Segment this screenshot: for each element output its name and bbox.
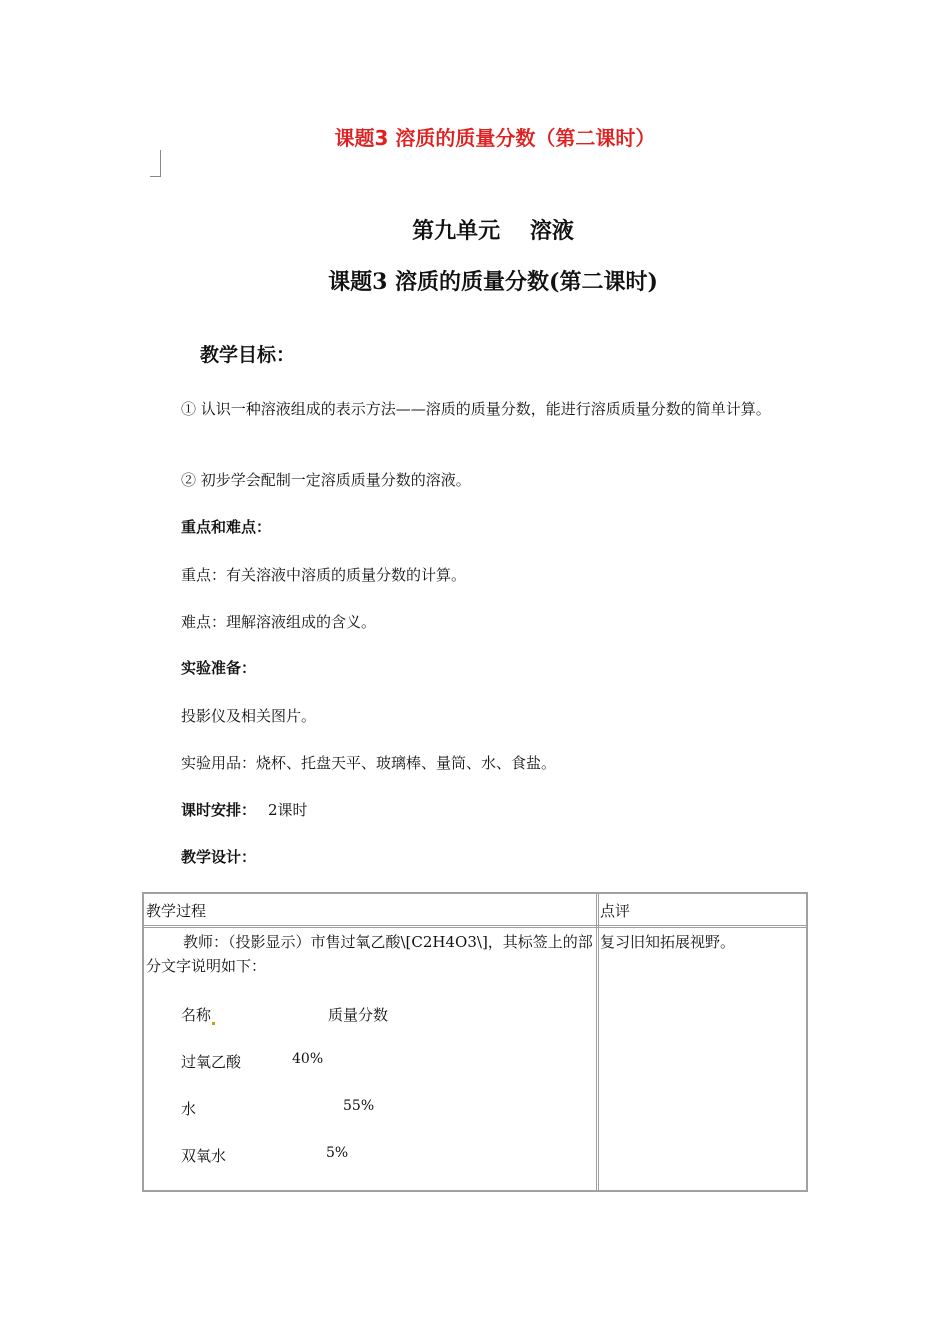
composition-row-fraction: 40%	[292, 1051, 324, 1067]
composition-header-fraction: 质量分数	[328, 1006, 389, 1024]
difficulty-text: 难点：理解溶液组成的含义。	[181, 613, 377, 631]
schedule-heading: 课时安排：	[181, 801, 257, 819]
composition-header-name: 名称	[181, 1004, 215, 1025]
marker-dot	[212, 1022, 215, 1025]
comment-text: 复习旧知拓展视野。	[600, 933, 736, 951]
lesson-title: 课题3 溶质的质量分数(第二课时)	[328, 269, 658, 295]
composition-row-fraction: 55%	[343, 1098, 375, 1114]
teaching-goals-heading: 教学目标：	[200, 344, 296, 366]
schedule-line	[181, 799, 308, 820]
process-cell	[146, 930, 596, 978]
unit-title: 第九单元 溶液	[412, 218, 574, 244]
teaching-design-table	[142, 892, 808, 1192]
key-points-heading: 重点和难点：	[181, 518, 272, 536]
composition-row-name: 双氧水	[181, 1147, 227, 1165]
composition-row-name: 水	[181, 1100, 197, 1118]
table-header-divider	[144, 925, 806, 928]
table-header-comment: 点评	[600, 902, 631, 920]
composition-row-name: 过氧乙酸	[181, 1053, 242, 1071]
experiment-heading: 实验准备：	[181, 659, 257, 677]
schedule-value: 2课时	[268, 801, 308, 819]
table-header-process: 教学过程	[146, 902, 207, 920]
goal-item-1: ① 认识一种溶液组成的表示方法——溶质的质量分数，能进行溶质质量分数的简单计算。	[181, 400, 771, 418]
key-point-text: 重点：有关溶液中溶质的质量分数的计算。	[181, 566, 467, 584]
table-column-divider	[596, 894, 599, 1190]
design-heading: 教学设计：	[181, 848, 257, 866]
experiment-tools-text: 实验用品：烧杯、托盘天平、玻璃棒、量筒、水、食盐。	[181, 754, 557, 772]
teacher-text: 教师：（投影显示）市售过氧乙酸\[C2H4O3\]，其标签上的部分文字说明如下：	[146, 933, 593, 975]
goal-item-2: ② 初步学会配制一定溶质质量分数的溶液。	[181, 471, 471, 489]
document-red-title: 课题3 溶质的质量分数（第二课时）	[334, 126, 656, 150]
page-corner-mark	[150, 150, 161, 177]
experiment-projector-text: 投影仪及相关图片。	[181, 707, 317, 725]
composition-row-fraction: 5%	[326, 1145, 349, 1161]
